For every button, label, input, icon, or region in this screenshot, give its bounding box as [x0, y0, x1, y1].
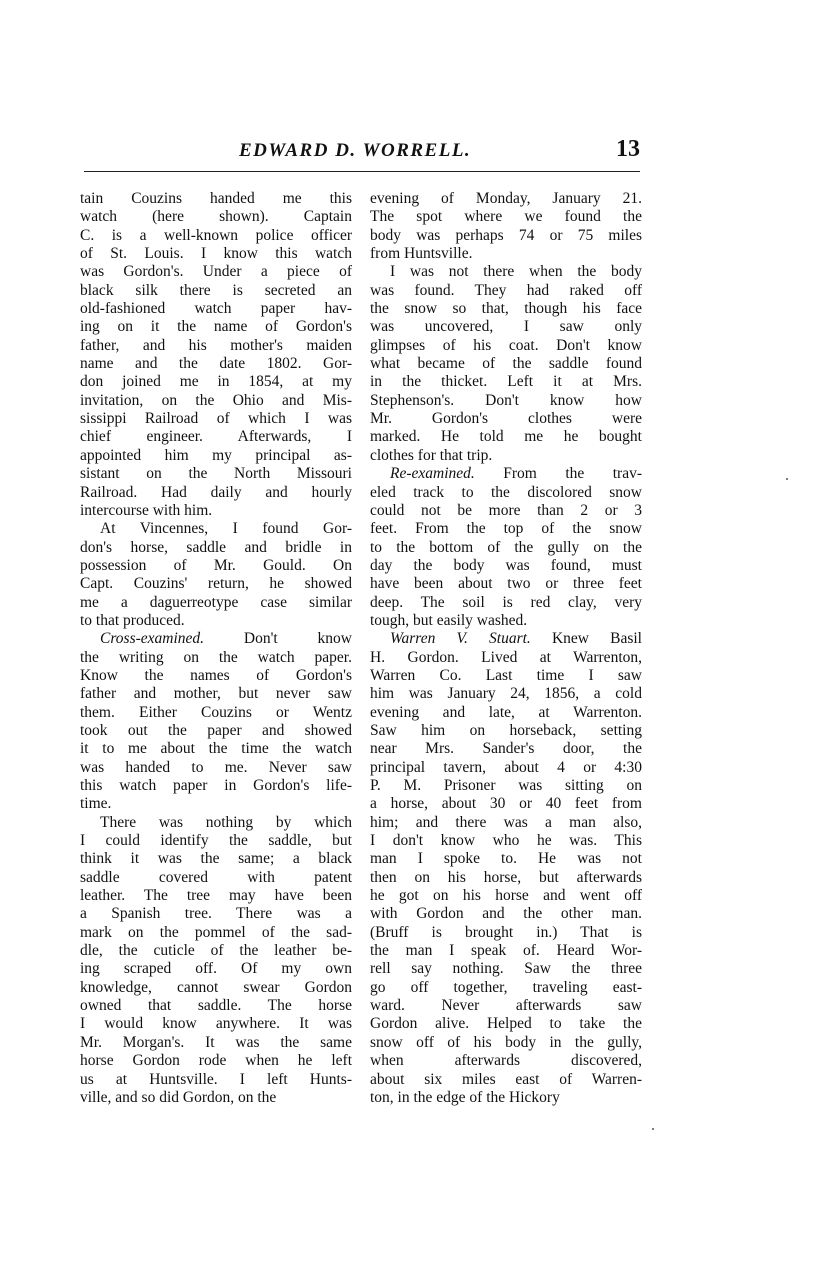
text-line-content: sistant on the North Missouri [80, 465, 352, 483]
text-line [370, 502, 642, 520]
text-line-content: Mr. Morgan's. It was the same [80, 1033, 352, 1051]
text-line-content: horse Gordon rode when he left [80, 1052, 352, 1070]
text-line [370, 337, 642, 355]
text-line [80, 942, 352, 960]
text-line [80, 997, 352, 1015]
text-line-content: ing scraped off. Of my own [80, 960, 352, 978]
text-line-content: snow off of his body in the gully, [370, 1033, 642, 1051]
text-line-content: From the trav- [503, 465, 642, 483]
text-line-content: P. M. Prisoner was sitting on [370, 777, 642, 794]
text-line-content: it to me about the time the watch [80, 740, 352, 758]
text-line-content: about six miles east of Warren- [370, 1070, 642, 1088]
text-line [80, 1052, 352, 1070]
text-line [80, 337, 352, 355]
text-line-content: don joined me in 1854, at my [80, 373, 352, 391]
text-line-content: ton, in the edge of the Hickory [370, 1088, 560, 1106]
text-line [80, 1015, 352, 1033]
text-line-content: The spot where we found the [370, 208, 642, 226]
text-line-content: possession of Mr. Gould. On [80, 556, 352, 574]
text-line-content: us at Huntsville. I left Hunts- [80, 1070, 352, 1088]
text-line [370, 814, 642, 832]
text-line [370, 685, 642, 703]
text-line [80, 612, 352, 630]
text-line-content: ing on it the name of Gordon's [80, 318, 352, 336]
text-line [80, 1034, 352, 1052]
text-line [370, 465, 642, 483]
text-line [370, 539, 642, 557]
text-line-content: the man I speak of. Heard Wor- [370, 942, 642, 960]
text-line-content: H. Gordon. Lived at Warrenton, [370, 648, 642, 666]
text-line-content: Warren Co. Last time I saw [370, 666, 642, 684]
text-line [370, 355, 642, 373]
text-line-content: (Bruff is brought in.) That is [370, 923, 642, 941]
header-rule [84, 171, 640, 172]
text-line [370, 997, 642, 1015]
text-line-content: what became of the saddle found [370, 355, 642, 373]
text-line-content: think it was the same; a black [80, 850, 352, 868]
text-line-content: go off together, traveling east- [370, 978, 642, 996]
text-line-content: have been about two or three feet [370, 575, 642, 593]
text-line-content: knowledge, cannot swear Gordon [80, 978, 352, 996]
text-line-content: was Gordon's. Under a piece of [80, 263, 352, 281]
text-line [370, 410, 642, 428]
text-line-content: Gordon alive. Helped to take the [370, 1015, 642, 1033]
text-line [80, 740, 352, 758]
text-line [370, 759, 642, 777]
text-line-content: was handed to me. Never saw [80, 758, 352, 776]
text-line-content: tough, but easily washed. [370, 611, 528, 629]
text-line [370, 428, 642, 446]
examination-heading: Re-examined. [390, 465, 475, 483]
text-line [80, 630, 352, 648]
text-line [80, 502, 352, 520]
text-line-content: There was nothing by which [100, 813, 352, 831]
text-line-content: them. Either Couzins or Wentz [80, 703, 352, 721]
text-line [80, 594, 352, 612]
text-line [370, 795, 642, 813]
text-line-content: near Mrs. Sander's door, the [370, 740, 642, 758]
text-line [80, 392, 352, 410]
text-line-content: the snow so that, though his face [370, 300, 642, 318]
text-line-content: ward. Never afterwards saw [370, 997, 642, 1015]
print-speck [652, 1128, 654, 1130]
running-head [84, 136, 640, 170]
text-line [370, 704, 642, 722]
text-line [80, 410, 352, 428]
text-line-content: glimpses of his coat. Don't know [370, 336, 642, 354]
text-line [80, 667, 352, 685]
text-line [80, 1071, 352, 1089]
text-line [80, 649, 352, 667]
text-line [370, 1015, 642, 1033]
text-line-content: to the bottom of the gully on the [370, 538, 642, 556]
text-line [80, 960, 352, 978]
text-line-content: he got on his horse and went off [370, 887, 642, 905]
text-line-content: deep. The soil is red clay, very [370, 593, 642, 611]
text-line-content: chief engineer. Afterwards, I [80, 428, 352, 446]
text-line-content: evening and late, at Warrenton. [370, 703, 642, 721]
text-line-content: marked. He told me he bought [370, 428, 642, 446]
text-line-content: man I spoke to. He was not [370, 850, 642, 868]
text-line [80, 795, 352, 813]
text-line [370, 1052, 642, 1070]
text-line [80, 465, 352, 483]
text-line [370, 373, 642, 391]
text-line [370, 777, 642, 795]
text-line [80, 1089, 352, 1107]
text-line-content: time. [80, 795, 112, 813]
text-line [80, 539, 352, 557]
text-line-content: mark on the pommel of the sad- [80, 923, 352, 941]
text-line-content: Railroad. Had daily and hourly [80, 483, 352, 501]
examination-heading: Cross-examined. [100, 630, 205, 648]
text-line-content: name and the date 1802. Gor- [80, 355, 352, 373]
text-line-content: father, and his mother's maiden [80, 336, 352, 354]
text-line-content: feet. From the top of the snow [370, 520, 642, 538]
text-line-content: don's horse, saddle and bridle in [80, 538, 352, 556]
text-line [80, 814, 352, 832]
text-line-content: a horse, about 30 or 40 feet from [370, 795, 642, 813]
text-line [80, 722, 352, 740]
text-line-content: At Vincennes, I found Gor- [100, 520, 352, 538]
text-line-content: sissippi Railroad of which I was [80, 410, 352, 428]
text-line [370, 942, 642, 960]
text-line-content: principal tavern, about 4 or 4:30 [370, 758, 642, 776]
text-line-content: day the body was found, must [370, 556, 642, 574]
text-line-content: took out the paper and showed [80, 721, 352, 739]
text-line-content: I don't know who he was. This [370, 832, 642, 850]
examination-heading: Warren V. Stuart. [390, 630, 531, 648]
text-line [370, 832, 642, 850]
text-line-content: evening of Monday, January 21. [370, 190, 642, 207]
text-line [370, 520, 642, 538]
text-line [370, 484, 642, 502]
text-line-content: Knew Basil [551, 630, 642, 648]
text-line [80, 245, 352, 263]
text-line [370, 850, 642, 868]
text-line [80, 263, 352, 281]
text-line [370, 318, 642, 336]
text-line [370, 960, 642, 978]
text-line-content: eled track to the discolored snow [370, 483, 642, 501]
text-line [80, 850, 352, 868]
text-line [80, 575, 352, 593]
text-line [370, 722, 642, 740]
text-line [370, 979, 642, 997]
text-line [80, 704, 352, 722]
text-line-content: invitation, on the Ohio and Mis- [80, 391, 352, 409]
text-line [370, 447, 642, 465]
text-line [370, 1034, 642, 1052]
text-line [80, 557, 352, 575]
running-head-title: EDWARD D. WORRELL. [239, 140, 472, 161]
text-line-content: of St. Louis. I know this watch [80, 245, 352, 263]
right-text-column [370, 190, 642, 1107]
text-line-content: tain Couzins handed me this [80, 190, 352, 207]
text-line-content: when afterwards discovered, [370, 1052, 642, 1070]
text-line [370, 869, 642, 887]
text-line-content: Stephenson's. Don't know how [370, 391, 642, 409]
text-line-content: him was January 24, 1856, a cold [370, 685, 642, 703]
text-line-content: I was not there when the body [390, 263, 642, 281]
text-line-content: I would know anywhere. It was [80, 1015, 352, 1033]
text-line-content: body was perhaps 74 or 75 miles [370, 226, 642, 244]
print-speck [786, 478, 788, 480]
text-line [370, 612, 642, 630]
text-line [370, 575, 642, 593]
left-text-column [80, 190, 352, 1107]
text-line-content: watch (here shown). Captain [80, 208, 352, 226]
text-line [80, 428, 352, 446]
text-line-content: with Gordon and the other man. [370, 905, 642, 923]
text-line [370, 282, 642, 300]
text-line-content: dle, the cuticle of the leather be- [80, 942, 352, 960]
text-line-content: was uncovered, I saw only [370, 318, 642, 336]
text-line [80, 520, 352, 538]
text-line-content: ville, and so did Gordon, on the [80, 1088, 277, 1106]
text-line-content: this watch paper in Gordon's life- [80, 777, 352, 794]
text-line-content: from Huntsville. [370, 245, 473, 263]
text-line [80, 318, 352, 336]
text-line [370, 245, 642, 263]
text-line-content: in the thicket. Left it at Mrs. [370, 373, 642, 391]
text-line-content: intercourse with him. [80, 501, 213, 519]
text-line [80, 905, 352, 923]
text-line-content: saddle covered with patent [80, 868, 352, 886]
text-line [370, 887, 642, 905]
text-line-content: Saw him on horseback, setting [370, 721, 642, 739]
text-line [80, 190, 352, 208]
text-line [370, 392, 642, 410]
text-line [370, 227, 642, 245]
text-line-content: Mr. Gordon's clothes were [370, 410, 642, 428]
page-number: 13 [616, 136, 640, 162]
text-line [370, 594, 642, 612]
text-line [80, 924, 352, 942]
text-line [80, 484, 352, 502]
text-line [80, 777, 352, 795]
text-line [80, 227, 352, 245]
text-line [370, 190, 642, 208]
text-line-content: then on his horse, but afterwards [370, 868, 642, 886]
text-line [370, 263, 642, 281]
text-line [80, 300, 352, 318]
text-line [80, 208, 352, 226]
text-line [370, 1089, 642, 1107]
text-line-content: was found. They had raked off [370, 281, 642, 299]
text-line [370, 1071, 642, 1089]
text-line [370, 208, 642, 226]
text-line-content: could not be more than 2 or 3 [370, 501, 642, 519]
text-line-content: father and mother, but never saw [80, 685, 352, 703]
text-line [80, 355, 352, 373]
text-line [370, 630, 642, 648]
text-line [80, 832, 352, 850]
text-line-content: C. is a well-known police officer [80, 226, 352, 244]
text-line-content: me a daguerreotype case similar [80, 593, 352, 611]
text-line [80, 447, 352, 465]
text-line-content: clothes for that trip. [370, 446, 493, 464]
text-line-content: I could identify the saddle, but [80, 832, 352, 850]
text-line-content: rell say nothing. Saw the three [370, 960, 642, 978]
text-line [370, 905, 642, 923]
text-line-content: leather. The tree may have been [80, 887, 352, 905]
text-line-content: owned that saddle. The horse [80, 997, 352, 1015]
text-line [80, 685, 352, 703]
text-line-content: him; and there was a man also, [370, 813, 642, 831]
text-line [370, 924, 642, 942]
text-line [370, 649, 642, 667]
text-line-content: Don't know [243, 630, 352, 648]
text-line-content: to that produced. [80, 611, 185, 629]
text-line [370, 740, 642, 758]
text-line-content: Capt. Couzins' return, he showed [80, 575, 352, 593]
text-line-content: old-fashioned watch paper hav- [80, 300, 352, 318]
text-line [370, 300, 642, 318]
text-line-content: Know the names of Gordon's [80, 666, 352, 684]
text-line-content: the writing on the watch paper. [80, 648, 352, 666]
text-line [370, 557, 642, 575]
text-line-content: appointed him my principal as- [80, 446, 352, 464]
text-line [80, 282, 352, 300]
text-line-content: black silk there is secreted an [80, 281, 352, 299]
text-line [80, 887, 352, 905]
text-line [80, 759, 352, 777]
text-line [80, 979, 352, 997]
text-line [370, 667, 642, 685]
text-line [80, 373, 352, 391]
text-line-content: a Spanish tree. There was a [80, 905, 352, 923]
text-line [80, 869, 352, 887]
